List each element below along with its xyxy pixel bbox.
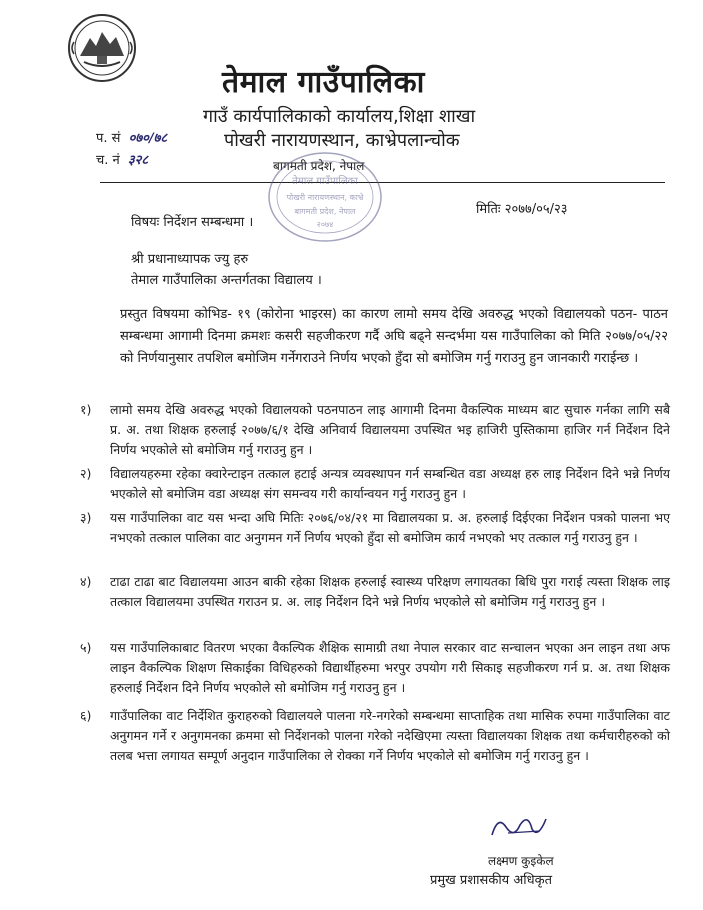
stamp-text-year: २०७४	[316, 220, 334, 229]
org-name: तेमाल गाउँपालिका	[222, 65, 425, 100]
stamp-text-top: तेमाल गाउँपालिका	[292, 176, 358, 187]
addressee-line-1: श्री प्रधानाध्यापक ज्यु हरु	[131, 252, 249, 267]
item-number: ५)	[80, 640, 92, 655]
item-number: ३)	[80, 510, 92, 525]
office-seal-stamp	[265, 150, 385, 245]
signatory-title: प्रमुख प्रशासकीय अधिकृत	[430, 873, 553, 888]
chalani-number	[96, 150, 148, 168]
item-text: यस गाउँपालिका वाट यस भन्दा अघि मितिः २०७६/०४/२१ मा विद्यालयका प्र. अ. हरुलाई दिईएका निर्देशन पत्रको पालना भए नभएको तत्काल पालिका वाट अनुगमन गर्ने निर्णय भएको हुँदा सो बमोजिम कार्य नभएको भए तत्काल गर्नु गराउनु हुन ।	[110, 510, 670, 545]
office-line-2: पोखरी नारायणस्थान, काभ्रेपलान्चोक	[224, 130, 460, 151]
handwritten-signature	[488, 805, 554, 845]
signatory-name: लक्ष्मण कुइकेल	[488, 854, 554, 868]
item-text: लामो समय देखि अवरुद्ध भएको विद्यालयको पठनपाठन लाइ आगामी दिनमा वैकल्पिक माध्यम बाट सुचारु गर्नका लागि सबै प्र. अ. तथा शिक्षक हरुलाई २०७७/६/१ देखि अनिवार्य विद्यालयमा उपस्थित भइ हाजिरी पुस्तिकामा हाजिर गर्न निर्देशन दिने निर्णय भएकोले सो बमोजिम गर्नु गराउनु हुन ।	[110, 402, 670, 457]
chalani-label: च. नं	[96, 153, 120, 168]
item-number: ४)	[80, 574, 92, 589]
item-text: टाढा टाढा बाट विद्यालयमा आउन बाकी रहेका शिक्षक हरुलाई स्वास्थ्य परिक्षण लगायतका बिधि पुरा गराई त्यस्ता शिक्षक लाइ तत्काल विद्यालयमा उपस्थित गराउन प्र. अ. लाइ निर्देशन दिने भन्ने निर्णय भएकोले सो बमोजिम गर्नु गराउनु हुन ।	[110, 574, 670, 609]
stamp-text-low: बागमती प्रदेश, नेपाल	[294, 207, 356, 216]
date-value: २०७७/०५/२३	[504, 202, 568, 217]
patra-value: ०७०/७८	[128, 131, 168, 146]
item-number: २)	[80, 466, 92, 481]
letter-date	[476, 199, 568, 217]
stamp-text-mid: पोखरी नारायणस्थान, काभ्रे	[286, 193, 364, 202]
date-label: मितिः	[476, 202, 501, 217]
patra-sankhya	[96, 128, 167, 146]
office-line-1: गाउँ कार्यपालिकाको कार्यालय,शिक्षा शाखा	[203, 106, 476, 127]
item-text: यस गाउँपालिकाबाट वितरण भएका वैकल्पिक शैक्षिक सामाग्री तथा नेपाल सरकार वाट सन्चालन भएका अन लाइन तथा अफ लाइन वैकल्पिक शिक्षण सिकाईका विधिहरुको विद्यार्थीहरुमा भरपुर उपयोग गरी सिकाइ सहजीकरण गर्न प्र. अ. तथा शिक्षक हरुलाई निर्देशन दिने निर्णय भएकोले सो बमोजिम गर्नु गराउनु हुन ।	[110, 640, 670, 695]
chalani-value: ३२८	[127, 153, 149, 168]
addressee-line-2: तेमाल गाउँपालिका अन्तर्गतका विद्यालय ।	[131, 273, 322, 288]
nepal-emblem-icon	[66, 12, 138, 84]
item-number: ६)	[80, 708, 92, 723]
subject-line: विषयः निर्देशन सम्बन्धमा ।	[131, 215, 254, 230]
intro-paragraph: प्रस्तुत विषयमा कोभिड- १९ (कोरोना भाइरस) का कारण लामो समय देखि अवरुद्ध भएको विद्यालयको पठन- पाठन सम्बन्धमा आगामी दिनमा क्रमशः कसरी सहजीकरण गर्दै अघि बढ्ने सन्दर्भमा यस गाउँपालिका को मिति २०७७/०५/२२ को निर्णयानुसार तपशिल बमोजिम गर्नेगराउने निर्णय भएको हुँदा सो बमोजिम गर्नु गराउनु हुन जानकारी गराईन्छ ।	[120, 307, 668, 366]
item-text: गाउँपालिका वाट निर्देशित कुराहरुको विद्यालयले पालना गरे-नगरेको सम्बन्धमा साप्ताहिक तथा मासिक रुपमा गाउँपालिका वाट अनुगमन गर्ने र अनुगमनका क्रममा सो निर्देशनको पालना गरेको नदेखिएमा त्यस्ता विद्यालयका शिक्षक तथा कर्मचारीहरुको को तलब भत्ता लगायत सम्पूर्ण अनुदान गाउँपालिका ले रोक्का गर्ने निर्णय भएकोले सो बमोजिम गर्नु गराउनु हुन ।	[110, 708, 670, 763]
office-line-3: बागमती प्रदेश, नेपाल	[273, 159, 365, 173]
item-text: विद्यालयहरुमा रहेका क्वारेन्टाइन तत्काल हटाई अन्यत्र व्यवस्थापन गर्न सम्बन्धित वडा अध्यक्ष हरु लाइ निर्देशन दिने भन्ने निर्णय भएकोले सो बमोजिम वडा अध्यक्ष संग समन्वय गरी कार्यान्वयन गर्नु गराउनु हुन ।	[110, 466, 670, 501]
item-number: १)	[80, 402, 92, 417]
patra-label: प. सं	[96, 131, 121, 146]
